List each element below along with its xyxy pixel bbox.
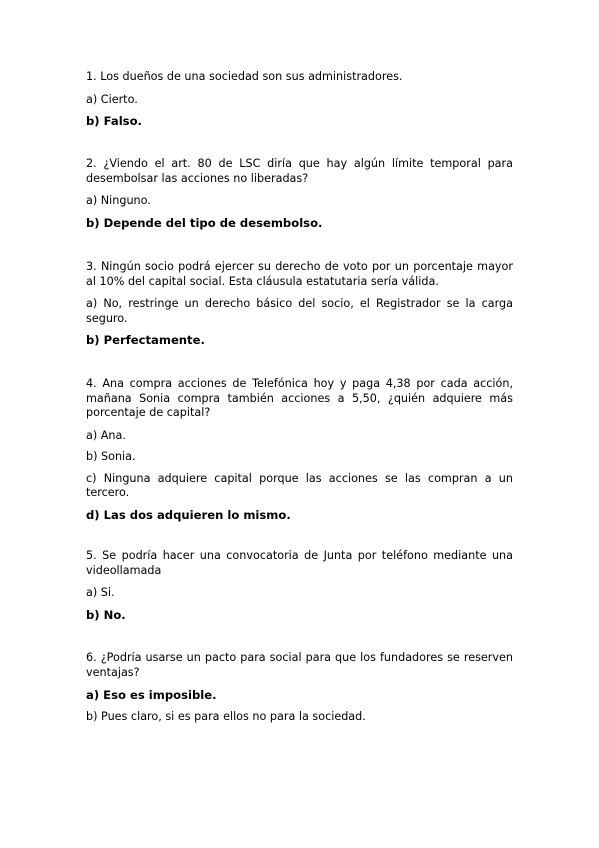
option-a: a) No, restringe un derecho básico del socio, el Registrador se la carga seguro. (86, 297, 513, 325)
option-b-correct: b) Falso. (86, 114, 142, 128)
option-b-correct: b) Perfectamente. (86, 333, 205, 347)
question-1 (86, 70, 513, 129)
question-text: 5. Se podría hacer una convocatoria de Junta por teléfono mediante una videollamada (86, 549, 513, 577)
question-text: 2. ¿Viendo el art. 80 de LSC diría que hay algún límite temporal para desembolsar las acciones no liberadas? (86, 157, 513, 185)
question-2 (86, 157, 513, 230)
option-a-correct: a) Eso es imposible. (86, 688, 217, 702)
option-a: a) Cierto. (86, 92, 138, 106)
option-b: b) Sonia. (86, 450, 136, 463)
option-b-correct: b) No. (86, 607, 126, 622)
question-text: 4. Ana compra acciones de Telefónica hoy y paga 4,38 por cada acción, mañana Sonia compra también acciones a 5,50, ¿quién adquiere más porcentaje de capital? (86, 377, 513, 419)
question-text: 1. Los dueños de una sociedad son sus administradores. (86, 70, 403, 83)
option-a: a) Ana. (86, 428, 126, 442)
question-3 (86, 260, 513, 348)
question-4 (86, 377, 513, 522)
option-b-correct: b) Depende del tipo de desembolso. (86, 215, 323, 230)
question-text: 6. ¿Podría usarse un pacto para social para que los fundadores se reserven ventajas? (86, 651, 513, 679)
question-5 (86, 549, 513, 622)
option-b: b) Pues claro, si es para ellos no para la sociedad. (86, 709, 366, 723)
option-a: a) Ninguno. (86, 194, 151, 207)
option-c: c) Ninguna adquiere capital porque las acciones se las compran a un tercero. (86, 471, 513, 499)
option-d-correct: d) Las dos adquieren lo mismo. (86, 507, 291, 522)
question-6 (86, 651, 513, 724)
option-a: a) Si. (86, 586, 115, 599)
question-text: 3. Ningún socio podrá ejercer su derecho de voto por un porcentaje mayor al 10% del capital social. Esta cláusula estatutaria sería válida. (86, 260, 513, 288)
